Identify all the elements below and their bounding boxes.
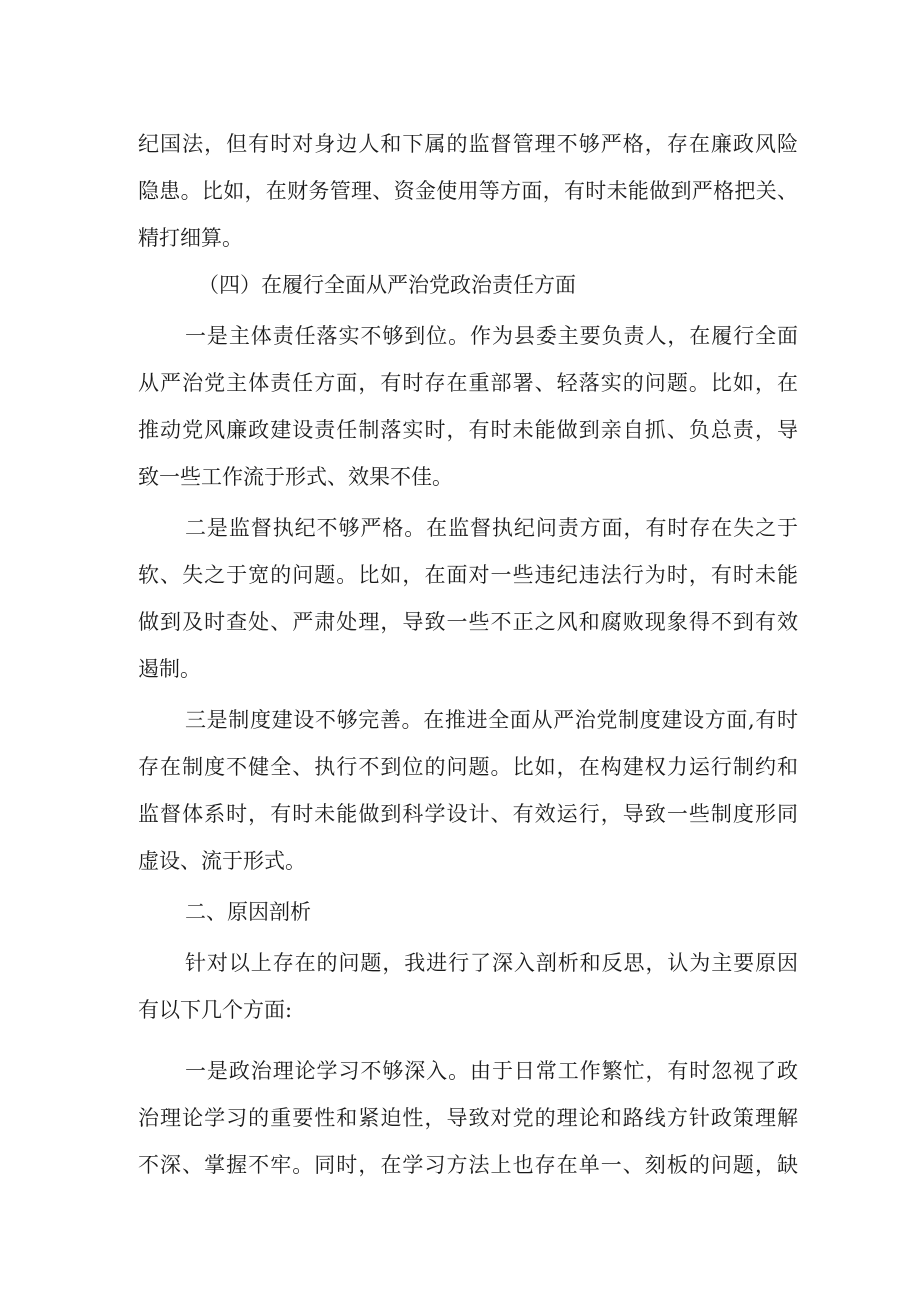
paragraph-line: 推动党风廉政建设责任制落实时，有时未能做到亲自抓、负总责，导	[138, 418, 798, 442]
paragraph-line: 二是监督执纪不够严格。在监督执纪问责方面，有时存在失之于	[185, 516, 798, 540]
paragraph-line: 做到及时查处、严肃处理，导致一些不正之风和腐败现象得不到有效	[138, 610, 798, 634]
paragraph-line: 一是主体责任落实不够到位。作为县委主要负责人，在履行全面	[185, 324, 798, 348]
paragraph-line: 隐患。比如，在财务管理、资金使用等方面，有时未能做到严格把关、	[138, 179, 798, 203]
paragraph-line: 存在制度不健全、执行不到位的问题。比如，在构建权力运行制约和	[138, 755, 798, 779]
paragraph-line: 精打细算。	[138, 226, 243, 250]
paragraph-line: 一是政治理论学习不够深入。由于日常工作繁忙，有时忽视了政	[185, 1059, 798, 1083]
paragraph-line: 纪国法，但有时对身边人和下属的监督管理不够严格，存在廉政风险	[138, 132, 798, 156]
paragraph-line: 监督体系时，有时未能做到科学设计、有效运行，导致一些制度形同	[138, 802, 798, 826]
paragraph-line: 从严治党主体责任方面，有时存在重部署、轻落实的问题。比如，在	[138, 371, 798, 395]
paragraph-line: 不深、掌握不牢。同时，在学习方法上也存在单一、刻板的问题，缺	[138, 1153, 798, 1177]
section-four-heading: （四）在履行全面从严治党政治责任方面	[198, 273, 576, 297]
paragraph-line: 致一些工作流于形式、效果不佳。	[138, 465, 453, 489]
paragraph-line: 遏制。	[138, 657, 201, 681]
paragraph-line: 三是制度建设不够完善。在推进全面从严治党制度建设方面,有时	[185, 708, 798, 732]
paragraph-line: 虚设、流于形式。	[138, 849, 306, 873]
paragraph-line: 软、失之于宽的问题。比如，在面对一些违纪违法行为时，有时未能	[138, 563, 798, 587]
paragraph-line: 治理论学习的重要性和紧迫性，导致对党的理论和路线方针政策理解	[138, 1106, 798, 1130]
section-two-heading: 二、原因剖析	[185, 900, 311, 924]
paragraph-line: 针对以上存在的问题，我进行了深入剖析和反思，认为主要原因	[185, 951, 798, 975]
paragraph-line: 有以下几个方面:	[138, 998, 293, 1022]
